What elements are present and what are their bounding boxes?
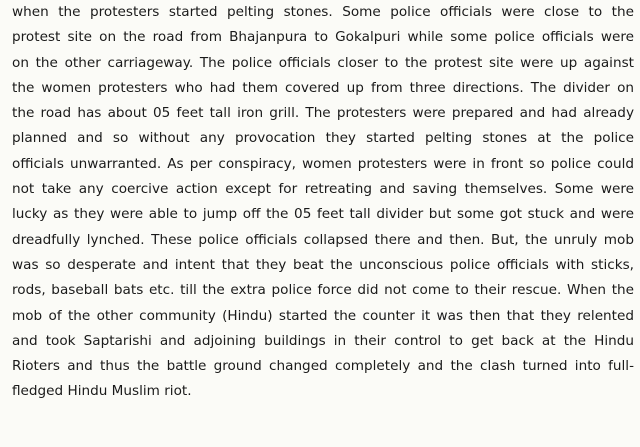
text-line-7: officials unwarranted. As per conspiracy, women protesters were in front so police could	[12, 155, 634, 172]
text-line-2: protest site on the road from Bhajanpura to Gokalpuri while some police officials were	[12, 29, 634, 46]
text-line-9: lucky as they were able to jump off the 05 feet tall divider but some got stuck and were	[12, 206, 634, 223]
text-line-6: planned and so without any provocation they started pelting stones at the police	[12, 130, 634, 147]
text-line-1: when the protesters started pelting stones. Some police officials were close to the	[12, 4, 634, 20]
body-paragraph	[12, 0, 634, 405]
text-line-16: fledged Hindu Muslim riot.	[12, 383, 192, 400]
text-line-10: dreadfully lynched. These police officials collapsed there and then. But, the unruly mob	[12, 231, 634, 248]
text-line-5: the road has about 05 feet tall iron grill. The protesters were prepared and had already	[12, 105, 634, 122]
text-line-3: on the other carriageway. The police officials closer to the protest site were up against	[12, 54, 634, 71]
text-line-14: and took Saptarishi and adjoining buildings in their control to get back at the Hindu	[12, 332, 634, 349]
text-line-13: mob of the other community (Hindu) started the counter it was then that they relented	[12, 307, 634, 324]
text-line-11: was so desperate and intent that they beat the unconscious police officials with sticks,	[12, 256, 634, 273]
text-line-15: Rioters and thus the battle ground changed completely and the clash turned into full-	[12, 358, 634, 375]
text-line-12: rods, baseball bats etc. till the extra police force did not come to their rescue. When the	[12, 282, 634, 299]
text-line-4: the women protesters who had them covered up from three directions. The divider on	[12, 79, 634, 96]
text-line-8: not take any coercive action except for retreating and saving themselves. Some were	[12, 181, 634, 198]
